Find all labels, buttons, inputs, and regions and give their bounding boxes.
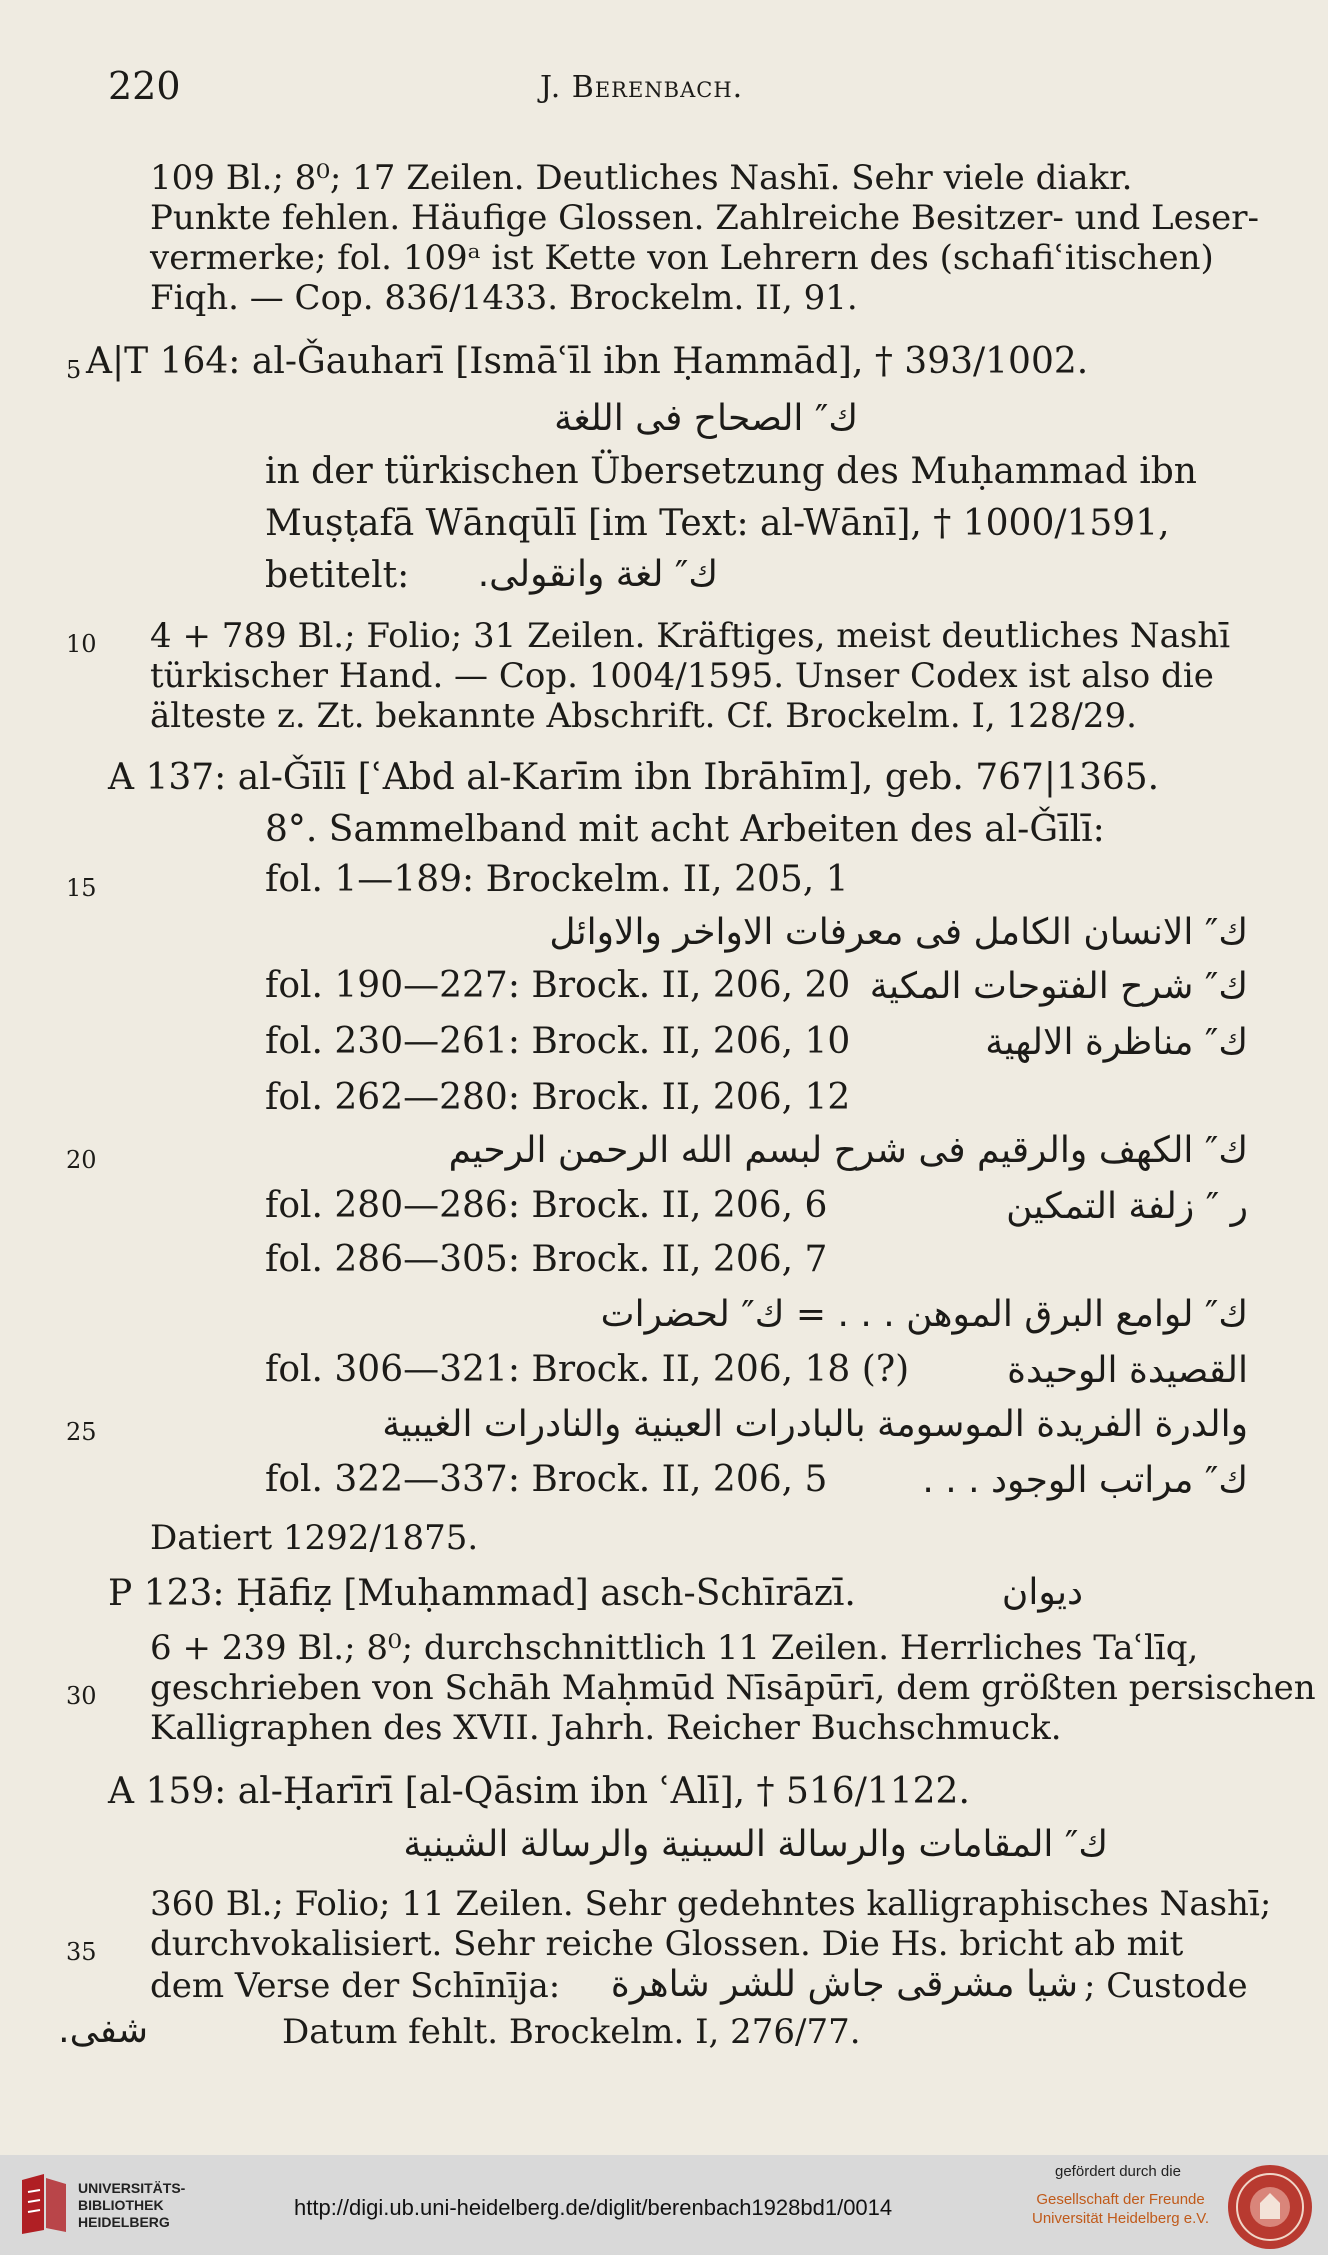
text-line: ; Custode <box>1084 1966 1248 2006</box>
arabic-title: ك″ مناظرة الالهية <box>985 1022 1248 1063</box>
library-name: UNIVERSITÄTS- BIBLIOTHEK HEIDELBERG <box>78 2180 186 2230</box>
text-line: fol. 190—227: Brock. II, 206, 20 <box>265 965 851 1006</box>
permalink-url[interactable]: http://digi.ub.uni-heidelberg.de/diglit/berenbach1928bd1/0014 <box>294 2195 893 2220</box>
university-library-logo-icon <box>14 2170 74 2238</box>
text-line: türkischer Hand. — Cop. 1004/1595. Unser Codex ist also die <box>150 656 1214 696</box>
text-line: dem Verse der Schīnīja: <box>150 1966 561 2006</box>
text-line: fol. 322—337: Brock. II, 206, 5 <box>265 1459 828 1500</box>
entry-heading: A 159: al-Ḥarīrī [al-Qāsim ibn ʿAlī], † 516/1122. <box>108 1771 970 1812</box>
arabic-title: ك″ شرح الفتوحات المكية <box>869 966 1248 1007</box>
text-line: fol. 280—286: Brock. II, 206, 6 <box>265 1185 828 1226</box>
arabic-title: ر ″ زلفة التمكين <box>1006 1186 1248 1227</box>
text-line: 109 Bl.; 8⁰; 17 Zeilen. Deutliches Nashī. Sehr viele diakr. <box>150 158 1133 198</box>
text-line: in der türkischen Übersetzung des Muḥammad ibn <box>265 451 1197 492</box>
text-line: älteste z. Zt. bekannte Abschrift. Cf. Brockelm. I, 128/29. <box>150 696 1137 736</box>
arabic-title: القصيدة الوحيدة <box>1007 1350 1248 1391</box>
arabic-title: شفى. <box>58 2010 148 2051</box>
university-seal-icon <box>1226 2163 1314 2251</box>
line-number: 20 <box>66 1146 97 1174</box>
arabic-title: ك″ مراتب الوجود . . . <box>922 1460 1248 1501</box>
text-line: geschrieben von Schāh Maḥmūd Nīsāpūrī, dem größten persischen <box>150 1668 1316 1708</box>
arabic-title: ك″ الانسان الكامل فى معرفات الاواخر والاوائل <box>549 912 1248 953</box>
line-number: 5 <box>66 356 82 384</box>
line-number: 15 <box>66 874 97 902</box>
entry-heading: A 137: al-Ǧīlī [ʿAbd al-Karīm ibn Ibrāhīm], geb. 767|1365. <box>108 757 1160 798</box>
text-line: Datiert 1292/1875. <box>150 1518 479 1558</box>
text-line: 8°. Sammelband mit acht Arbeiten des al-Ǧīlī: <box>265 809 1105 850</box>
arabic-title: ك″ الكهف والرقيم فى شرح لبسم الله الرحمن الرحيم <box>448 1130 1248 1171</box>
arabic-title: ك″ لوامع البرق الموهن . . . = ك″ لحضرات <box>600 1294 1248 1335</box>
arabic-title: ك″ لغة وانقولى. <box>477 554 718 595</box>
arabic-title: ك″ الصحاح فى اللغة <box>554 398 858 439</box>
arabic-title: شيا مشرقى جاش للشر شاهرة <box>610 1964 1078 2005</box>
text-line: fol. 306—321: Brock. II, 206, 18 (?) <box>265 1349 910 1390</box>
arabic-title: ك″ المقامات والرسالة السينية والرسالة الشينية <box>403 1824 1108 1865</box>
text-line: 6 + 239 Bl.; 8⁰; durchschnittlich 11 Zeilen. Herrliches Taʿlīq, <box>150 1628 1199 1668</box>
society-name[interactable]: Gesellschaft der Freunde Universität Heidelberg e.V. <box>1032 2191 1210 2227</box>
text-line: vermerke; fol. 109ᵃ ist Kette von Lehrern des (schafiʿitischen) <box>150 238 1214 278</box>
text-line: fol. 230—261: Brock. II, 206, 10 <box>265 1021 851 1062</box>
text-line: betitelt: <box>265 555 410 596</box>
page-number: 220 <box>108 64 181 108</box>
text-line: 360 Bl.; Folio; 11 Zeilen. Sehr gedehntes kalligraphisches Nashī; <box>150 1884 1272 1924</box>
running-header: J. Berenbach. <box>540 70 744 105</box>
entry-heading: A|T 164: al-Ǧauharī [Ismāʿīl ibn Ḥammād], † 393/1002. <box>86 341 1089 382</box>
text-line: fol. 286—305: Brock. II, 206, 7 <box>265 1239 828 1280</box>
text-line: 4 + 789 Bl.; Folio; 31 Zeilen. Kräftiges, meist deutliches Nashī <box>150 616 1231 656</box>
text-line: Fiqh. — Cop. 836/1433. Brockelm. II, 91. <box>150 278 858 318</box>
line-number: 35 <box>66 1938 97 1966</box>
text-line: Datum fehlt. Brockelm. I, 276/77. <box>282 2012 861 2052</box>
arabic-title: ديوان <box>1001 1572 1083 1613</box>
entry-heading: P 123: Ḥāfiẓ [Muḥammad] asch-Schīrāzī. <box>108 1573 856 1614</box>
line-number: 10 <box>66 630 97 658</box>
arabic-title: والدرة الفريدة الموسومة بالبادرات العينية والنادرات الغيبية <box>382 1404 1248 1445</box>
text-line: Muṣṭafā Wānqūlī [im Text: al-Wānī], † 1000/1591, <box>265 503 1170 544</box>
funding-note: gefördert durch die <box>1055 2163 1181 2180</box>
text-line: fol. 1—189: Brockelm. II, 205, 1 <box>265 859 849 900</box>
line-number: 30 <box>66 1682 97 1710</box>
line-number: 25 <box>66 1418 97 1446</box>
text-line: fol. 262—280: Brock. II, 206, 12 <box>265 1077 851 1118</box>
text-line: Kalligraphen des XVII. Jahrh. Reicher Buchschmuck. <box>150 1708 1062 1748</box>
text-line: durchvokalisiert. Sehr reiche Glossen. Die Hs. bricht ab mit <box>150 1924 1184 1964</box>
text-line: Punkte fehlen. Häufige Glossen. Zahlreiche Besitzer- und Leser- <box>150 198 1260 238</box>
